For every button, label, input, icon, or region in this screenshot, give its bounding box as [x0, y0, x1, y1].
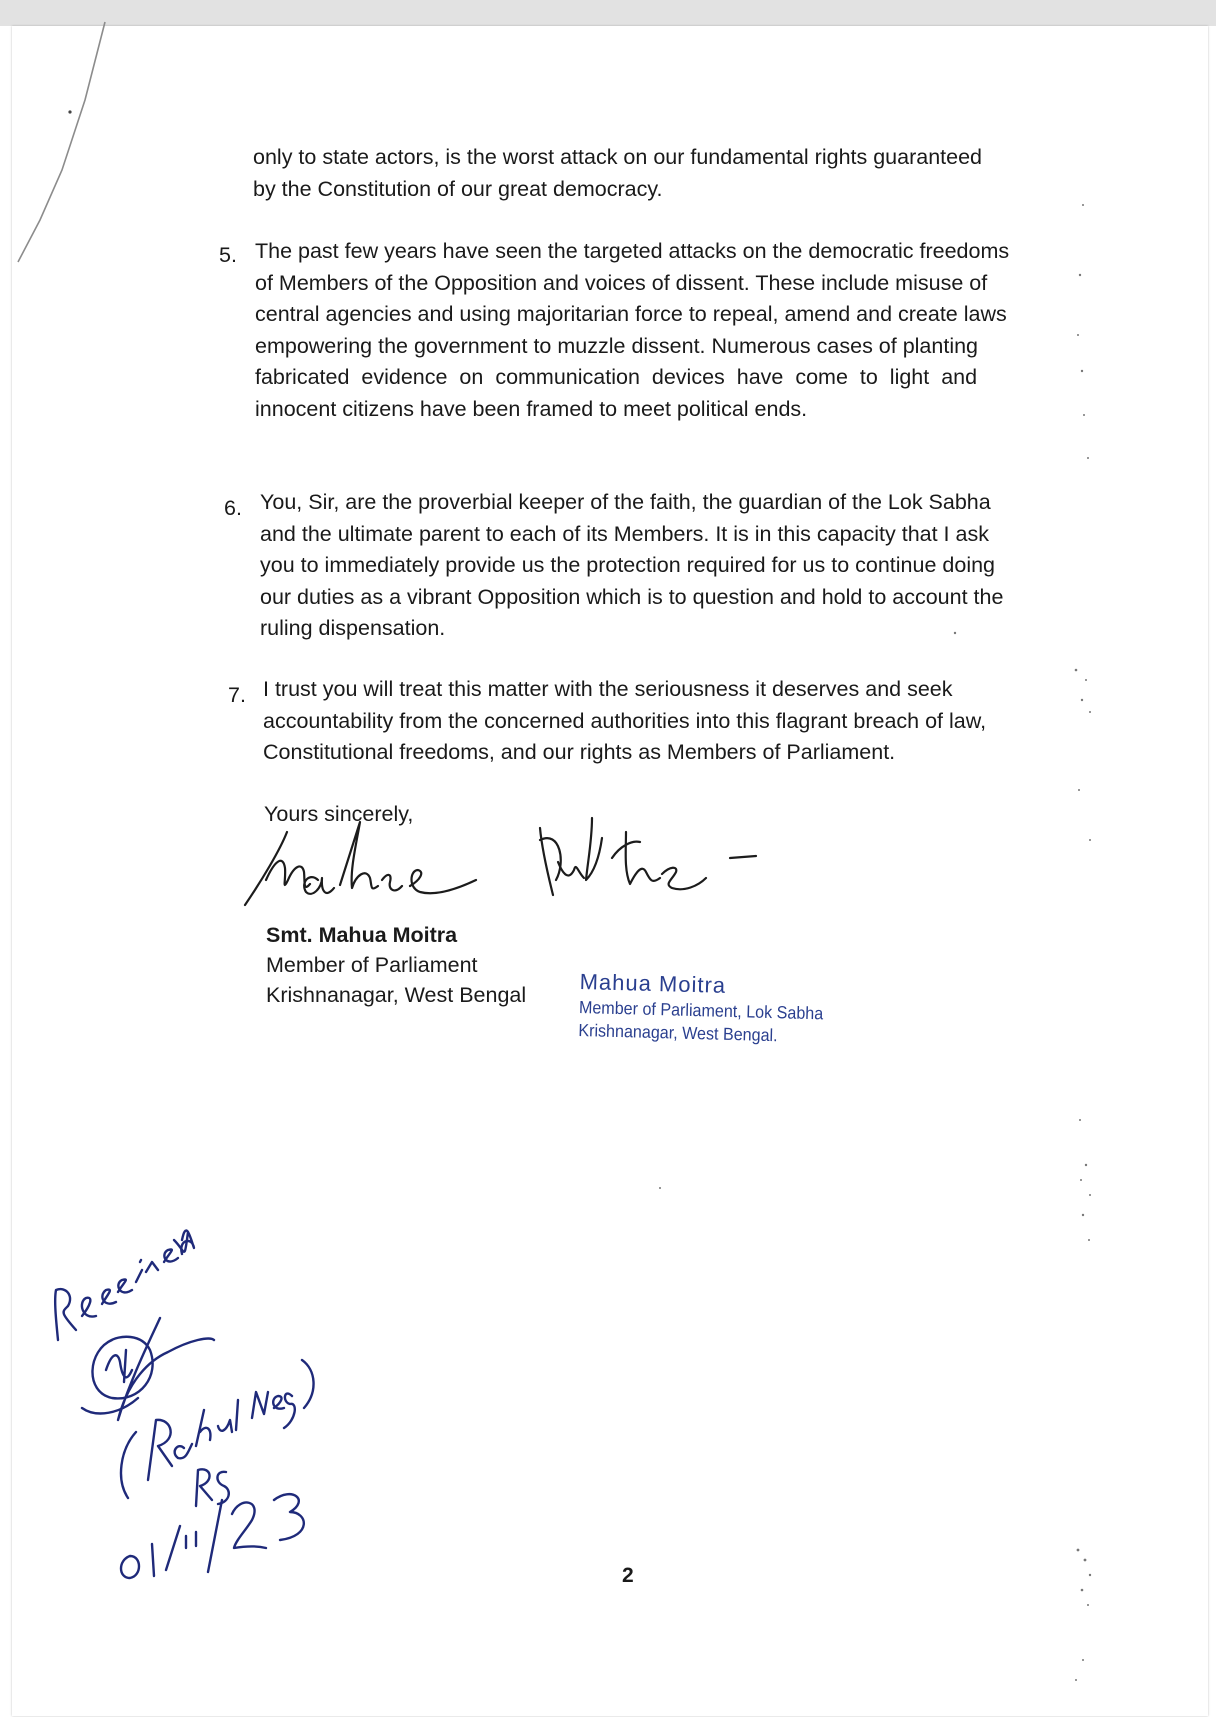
paragraph-line: Constitutional freedoms, and our rights as Members of Parliament.: [263, 740, 896, 764]
stamp-name: Mahua Moitra: [579, 968, 727, 998]
paragraph-line: ruling dispensation.: [260, 616, 446, 640]
page-number: 2: [622, 1564, 634, 1587]
paragraph-line: accountability from the concerned authorities into this flagrant breach of law,: [263, 708, 987, 733]
continuation-line: only to state actors, is the worst attack on our fundamental rights guaranteed: [253, 145, 983, 169]
paragraph-line: our duties as a vibrant Opposition which is to question and hold to account the: [260, 584, 1004, 609]
paragraph-line: central agencies and using majoritarian force to repeal, amend and create laws: [255, 302, 1007, 326]
item-number: 5.: [219, 243, 237, 267]
paragraph-line: innocent citizens have been framed to meet political ends.: [255, 396, 808, 421]
continuation-line: by the Constitution of our great democracy.: [253, 176, 663, 201]
signatory-constituency: Krishnanagar, West Bengal: [266, 983, 527, 1007]
paragraph-line: and the ultimate parent to each of its Members. It is in this capacity that I ask: [260, 521, 989, 546]
paragraph-line: fabricated evidence on communication devices have come to light and: [255, 365, 978, 389]
closing-salutation: Yours sincerely,: [264, 802, 414, 826]
paragraph-line: You, Sir, are the proverbial keeper of the faith, the guardian of the Lok Sabha: [260, 490, 991, 514]
stamp-line-constituency: Krishnanagar, West Bengal.: [578, 1019, 778, 1046]
paragraph-line: you to immediately provide us the protection required for us to continue doing: [260, 553, 996, 577]
item-number: 7.: [228, 683, 246, 707]
item-number: 6.: [224, 496, 242, 520]
signatory-name: Smt. Mahua Moitra: [266, 923, 458, 947]
paragraph-line: of Members of the Opposition and voices of dissent. These include misuse of: [255, 270, 988, 295]
paragraph-line: The past few years have seen the targeted attacks on the democratic freedoms: [255, 239, 1010, 263]
stamp-line-office: Member of Parliament, Lok Sabha: [578, 996, 824, 1024]
signatory-title: Member of Parliament: [266, 953, 478, 977]
paragraph-line: I trust you will treat this matter with the seriousness it deserves and seek: [263, 677, 953, 701]
paragraph-line: empowering the government to muzzle dissent. Numerous cases of planting: [255, 333, 979, 358]
